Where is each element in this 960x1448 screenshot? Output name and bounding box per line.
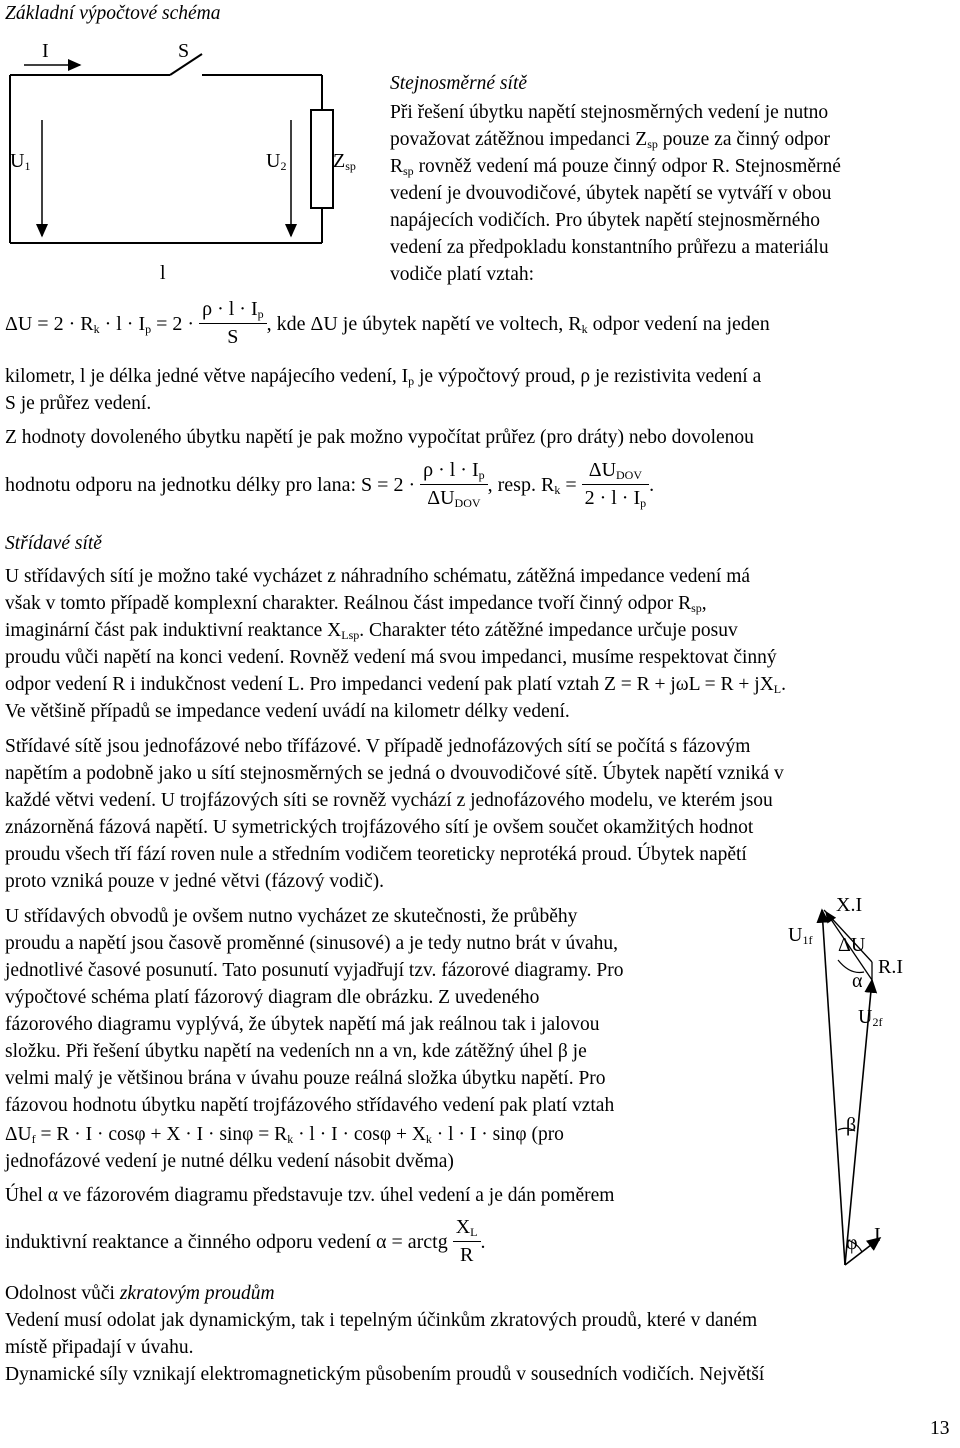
ac-text-line: každé větvi vedení. U trojfázových síti se rovněž vychází z jednofázového modelu, ve kterém jsou — [5, 790, 773, 811]
ac-text-line: Ve většině případů se impedance vedení uvádí na kilometr délky vedení. — [5, 701, 570, 722]
circuit-label-current: I — [42, 40, 49, 62]
dc-paragraph-line: vedení je dvouvodičové, úbytek napětí se vytváří v obou — [390, 183, 832, 204]
page-number: 13 — [930, 1418, 950, 1439]
circuit-label-zsp: $Z_{sp}$ — [333, 150, 356, 173]
circuit-label-length: l — [160, 262, 166, 284]
ac-alpha-formula: induktivní reaktance a činného odporu vedení α = arctg $\frac{X_L}{R}$ . — [5, 1216, 486, 1271]
ac-text-line: jednotlivé časové posunutí. Tato posunutí vyjadřují tzv. fázorové diagramy. Pro — [5, 960, 624, 981]
dc-paragraph-line: vodiče platí vztah: — [390, 264, 535, 285]
ac-title: Střídavé sítě — [5, 533, 102, 554]
ac-text-line: znázorněná fázová napětí. U symetrických trojfázového sítí je ovšem součet okamžitých hodnot — [5, 817, 754, 838]
page-heading: Základní výpočtové schéma — [5, 3, 221, 24]
ac-text-line: výpočtové schéma platí fázorový diagram dle obrázku. Z uvedeného — [5, 987, 540, 1008]
short-circuit-text-line: Vedení musí odolat jak dynamickým, tak i tepelným účinkům zkratových proudů, které v daném — [5, 1310, 758, 1331]
circuit-label-u2: $U_2$ — [266, 150, 287, 173]
dc-paragraph-line: napájecích vodičích. Pro úbytek napětí stejnosměrného — [390, 210, 820, 231]
ac-phase-drop-formula: $\Delta U_f = R \cdot I \cdot \cos\varphi + X \cdot I \cdot \sin\varphi = R_k \cdot l \cdot I \cdot \cos\varphi + X_k \cdot l \cdot I \cdot \sin\varphi$ (pro — [5, 1124, 564, 1146]
ac-text-line: proto vzniká pouze v jedné větvi (fázový vodič). — [5, 871, 385, 892]
ac-text-line: napětím a podobně jako u sítí stejnosměrných se jedná o dvouvodičové sítě. Úbytek napětí vzniká v — [5, 763, 784, 784]
circuit-label-switch: S — [178, 40, 190, 62]
dc-paragraph-line: považovat zátěžnou impedanci $Z_{sp}$ pouze za činný odpor — [390, 129, 831, 151]
phasor-label-current: I — [874, 1224, 881, 1246]
ac-text-line: U střídavých obvodů je ovšem nutno vycházet ze skutečnosti, že průběhy — [5, 906, 578, 927]
ac-text-line: U střídavých sítí je možno také vycházet z náhradního schématu, zátěžná impedance vedení má — [5, 566, 751, 587]
phasor-label-alpha: α — [852, 970, 863, 992]
formula-fraction: $\frac{\rho \cdot l \cdot I_p}{S}$ — [199, 296, 267, 351]
ac-text-line: velmi malý je většinou brána v úvahu pouze reálná složka úbytku napětí. Pro — [5, 1068, 606, 1089]
ac-text-line: imaginární část pak induktivní reaktance $X_{Lsp}$. Charakter této zátěžné impedance určuje posuv — [5, 620, 738, 642]
short-circuit-text-line: místě připadají v úvahu. — [5, 1337, 194, 1358]
short-circuit-title: Odolnost vůči zkratovým proudům — [5, 1283, 275, 1304]
ac-text-line: proudu a napětí jsou časově proměnné (sinusové) a je tedy nutno brát v úvahu, — [5, 933, 619, 954]
ac-text-line: odpor vedení R i indukčnost vedení L. Pro impedanci vedení pak platí vztah $Z = R + j\omega L = R + jX_L$. — [5, 674, 787, 696]
ac-text-line: proudu všech tří fází roven nule a středním vodičem teoreticky neprotéká proud. Úbytek napětí — [5, 844, 747, 865]
dc-paragraph-line: $R_{sp}$ rovněž vedení má pouze činný odpor R. Stejnosměrné — [390, 156, 841, 178]
dc-paragraph-line: vedení za předpokladu konstantního průřezu a materiálu — [390, 237, 829, 258]
phasor-label-du: ΔU — [838, 934, 866, 956]
ac-text-line: jednofázové vedení je nutné délku vedení násobit dvěma) — [5, 1151, 454, 1172]
formula-fraction: $\frac{\rho \cdot l \cdot I_p}{\Delta U_{DOV}}$ — [420, 457, 488, 512]
phasor-label-u1f: $U_{1f}$ — [788, 924, 813, 947]
phasor-label-xi: X.I — [836, 894, 863, 916]
dc-text-line: kilometr, l je délka jedné větve napájecího vedení, $I_p$ je výpočtový proud, ρ je rezistivita vedení a — [5, 366, 762, 388]
ac-text-line: proudu vůči napětí na konci vedení. Rovněž vedení má svou impedanci, musíme respektovat činný — [5, 647, 777, 668]
dc-text-line: Z hodnoty dovoleného úbytku napětí je pak možno vypočítat průřez (pro dráty) nebo dovolenou — [5, 427, 754, 448]
dc-title: Stejnosměrné sítě — [390, 73, 528, 94]
ac-text-line: fázorového diagramu vyplývá, že úbytek napětí má jak reálnou tak i jalovou — [5, 1014, 600, 1035]
ac-text-line: fázovou hodnotu úbytku napětí trojfázového střídavého vedení pak platí vztah — [5, 1095, 615, 1116]
dc-text-line: S je průřez vedení. — [5, 393, 152, 414]
ac-text-line: Střídavé sítě jsou jednofázové nebo třífázové. V případě jednofázových sítí se počítá s fázovým — [5, 736, 751, 757]
ac-text-line: však v tomto případě komplexní charakter. Reálnou část impedance tvoří činný odpor $R_{sp}$, — [5, 593, 707, 615]
phasor-label-beta: β — [846, 1114, 857, 1136]
circuit-label-u1: $U_1$ — [10, 150, 31, 173]
dc-cross-section-formula: hodnotu odporu na jednotku délky pro lana: S = 2 · $\frac{\rho \cdot l \cdot I_p}{\Delta U_{DOV}}$ , resp. $R_k$ = $\frac{\Delta U_{DOV}}{2 \cdot l \cdot I_p}$ . — [5, 459, 655, 510]
formula-fraction: $\frac{\Delta U_{DOV}}{2 \cdot l \cdot I_p}$ — [582, 457, 650, 512]
phasor-label-phi: φ — [846, 1232, 858, 1254]
phasor-label-ri: R.I — [878, 956, 903, 978]
phasor-label-u2f: $U_{2f}$ — [858, 1006, 883, 1029]
short-circuit-text-line: Dynamické síly vznikají elektromagnetickým působením proudů v sousedních vodičích. Největší — [5, 1364, 765, 1385]
dc-paragraph-line: Při řešení úbytku napětí stejnosměrných vedení je nutno — [390, 102, 829, 123]
ac-text-line: Úhel α ve fázorovém diagramu představuje tzv. úhel vedení a je dán poměrem — [5, 1185, 615, 1206]
dc-voltage-drop-formula: $\Delta U = 2 \cdot R_k \cdot l \cdot I_p = 2$ · $\frac{\rho \cdot l \cdot I_p}{S}$ , kde ΔU je úbytek napětí ve voltech, $R_k$ odpor vedení na jeden — [5, 298, 770, 353]
ac-text-line: složku. Při řešení úbytku napětí na vedeních nn a vn, kde zátěžný úhel β je — [5, 1041, 587, 1062]
formula-fraction: $\frac{X_L}{R}$ — [453, 1214, 481, 1269]
